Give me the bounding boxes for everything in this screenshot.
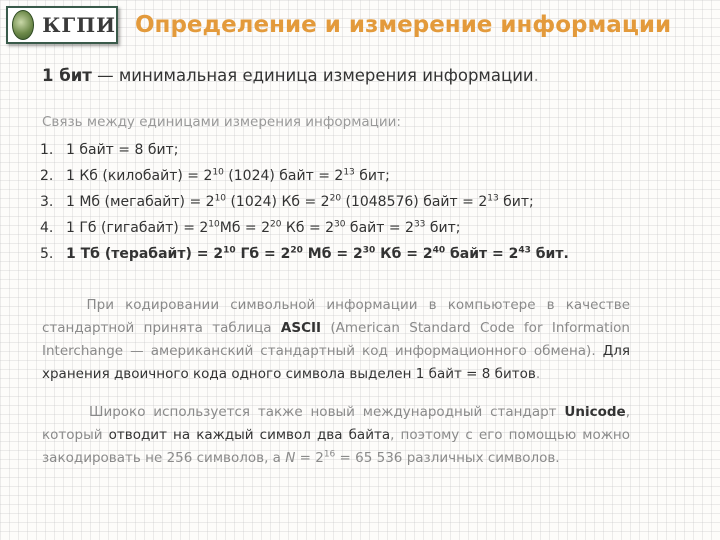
unit-text: [66, 163, 390, 189]
unit-text: [66, 215, 460, 241]
unit-part: бит;: [354, 168, 390, 184]
unit-exponent: 30: [334, 219, 346, 230]
unicode-text: = 2: [295, 450, 324, 466]
unit-part: 1 Мб (мегабайт) = 2: [66, 194, 215, 210]
unicode-text: , который: [42, 404, 630, 443]
unit-item-4: [40, 215, 660, 241]
unit-part: Кб = 2: [281, 220, 335, 236]
definition-text: — минимальная единица измерения информации: [91, 66, 534, 85]
unit-exponent: 40: [432, 245, 446, 256]
unit-number: 2.: [40, 168, 54, 184]
logo-text: КГПИ: [42, 13, 116, 37]
unit-part: Мб = 2: [219, 220, 271, 236]
unit-exponent: 10: [212, 167, 224, 178]
ascii-dot: .: [535, 366, 541, 382]
unit-part: Гб = 2: [235, 246, 291, 262]
definition-dot: .: [533, 66, 539, 85]
unit-part: бит.: [530, 246, 569, 262]
units-list: [40, 137, 660, 267]
unicode-text: , поэтому с его помощью можно закодировать не 256 символов, а: [42, 427, 630, 466]
unit-part: Кб = 2: [375, 246, 433, 262]
unit-text: [66, 241, 569, 267]
logo: [6, 6, 118, 44]
ascii-expansion: (American Standard Code for Information Interchange — американский стандартный код информационного обмена).: [42, 320, 630, 359]
unit-part: 1 Кб (килобайт) = 2: [66, 168, 213, 184]
unit-exponent: 43: [518, 245, 531, 256]
unit-part: (1024) байт = 2: [223, 168, 344, 184]
unit-text: [66, 189, 534, 215]
unit-exponent: 20: [329, 193, 342, 204]
unit-item-3: [40, 189, 660, 215]
unit-exponent: 10: [208, 219, 220, 230]
ascii-term: ASCII: [280, 320, 322, 336]
unit-exponent: 20: [270, 219, 282, 230]
unit-number: 4.: [40, 220, 54, 236]
unicode-term: Unicode: [564, 404, 626, 420]
unit-part: (1048576) байт = 2: [341, 194, 488, 210]
unit-exponent: 13: [343, 167, 355, 178]
unit-exponent: 30: [362, 245, 376, 256]
unicode-n: N: [285, 450, 296, 466]
unit-part: бит;: [498, 194, 534, 210]
unit-exponent: 33: [413, 219, 426, 230]
unit-part: бит;: [425, 220, 461, 236]
unit-exponent: 20: [290, 245, 303, 256]
unit-item-1: [40, 137, 660, 163]
unit-exponent: 10: [223, 245, 236, 256]
unit-exponent: 10: [214, 193, 227, 204]
unit-item-5: [40, 241, 660, 267]
relation-heading: Связь между единицами измерения информации:: [42, 114, 401, 130]
logo-emblem-icon: [12, 10, 34, 40]
unicode-exponent: 16: [323, 449, 336, 460]
page-title: Определение и измерение информации: [135, 12, 672, 38]
definition-term: 1 бит: [42, 66, 92, 85]
unit-exponent: 13: [487, 193, 499, 204]
unicode-paragraph: [42, 401, 630, 470]
ascii-byte-note: Для хранения двоичного кода одного символа выделен 1 байт = 8 битов: [42, 343, 631, 382]
ascii-text: При кодировании символьной информации в компьютере в качестве стандартной принята таблица: [42, 297, 631, 336]
unit-part: 1 байт = 8 бит;: [66, 142, 179, 158]
unit-part: байт = 2: [445, 246, 519, 262]
unit-part: 1 Гб (гигабайт) = 2: [66, 220, 209, 236]
unicode-two-bytes: отводит на каждый символ два байта: [108, 427, 391, 443]
unit-part: Мб = 2: [302, 246, 363, 262]
definition: [42, 66, 539, 85]
unit-part: 1 Тб (терабайт) = 2: [66, 246, 224, 262]
unit-number: 5.: [40, 246, 54, 262]
unit-text: [66, 137, 178, 163]
unit-number: 3.: [40, 194, 54, 210]
unit-item-2: [40, 163, 660, 189]
unit-part: байт = 2: [345, 220, 414, 236]
unicode-text: Широко используется также новый международный стандарт: [89, 404, 565, 420]
unicode-text: = 65 536 различных символов.: [335, 450, 560, 466]
unit-number: 1.: [40, 142, 54, 158]
unit-part: (1024) Кб = 2: [226, 194, 330, 210]
ascii-paragraph: [42, 294, 630, 386]
